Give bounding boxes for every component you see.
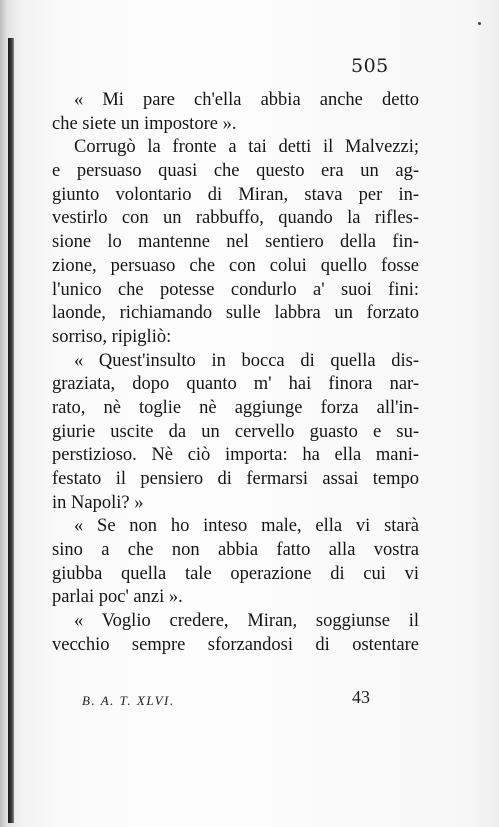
text-line: « Se non ho inteso male, ella vi starà <box>74 516 419 537</box>
body-text <box>52 89 419 658</box>
text-line: Corrugò la fronte a tai detti il Malvezzi; <box>74 137 419 158</box>
text-line: e persuaso quasi che questo era un ag- <box>52 161 419 182</box>
text-line: zione, persuaso che con colui quello fosse <box>52 255 419 276</box>
text-line: parlai poc' anzi ». <box>52 587 183 608</box>
text-line: vecchio sempre sforzandosi di ostentare <box>52 634 419 655</box>
text-line: l'unico che potesse condurlo a' suoi fini: <box>52 279 419 300</box>
text-line: laonde, richiamando sulle labbra un forzato <box>52 303 419 324</box>
text-line: che siete un impostore ». <box>52 113 237 134</box>
page-number: 505 <box>351 55 389 77</box>
text-line: sorriso, ripigliò: <box>52 326 172 347</box>
binding-edge <box>8 38 14 823</box>
text-line: sione lo mantenne nel sentiero della fin- <box>52 232 419 253</box>
printer-signature: B. A. T. XLVI. <box>82 693 175 708</box>
text-line: giunto volontario di Miran, stava per in- <box>52 184 419 205</box>
text-line: in Napoli? » <box>52 492 144 513</box>
page-footer <box>82 687 382 715</box>
text-line: graziata, dopo quanto m' hai finora nar- <box>52 374 419 395</box>
text-line: rato, nè toglie nè aggiunge forza all'in- <box>52 397 419 418</box>
text-line: perstizioso. Nè ciò importa: ha ella mani- <box>52 445 419 466</box>
text-line: « Quest'insulto in bocca di quella dis- <box>74 350 419 371</box>
paper-speck <box>478 22 481 25</box>
text-line: giurie uscite da un cervello guasto e su- <box>52 421 419 442</box>
text-line: « Voglio credere, Miran, soggiunse il <box>74 611 419 632</box>
binding-shadow <box>0 0 8 827</box>
text-line: « Mi pare ch'ella abbia anche detto <box>74 90 419 110</box>
text-line: sino a che non abbia fatto alla vostra <box>52 540 419 561</box>
text-line: festato il pensiero di fermarsi assai tempo <box>52 469 419 489</box>
gathering-number: 43 <box>352 687 370 707</box>
text-line: vestirlo con un rabbuffo, quando la rifles- <box>52 208 419 229</box>
text-line: giubba quella tale operazione di cui vi <box>52 563 419 584</box>
